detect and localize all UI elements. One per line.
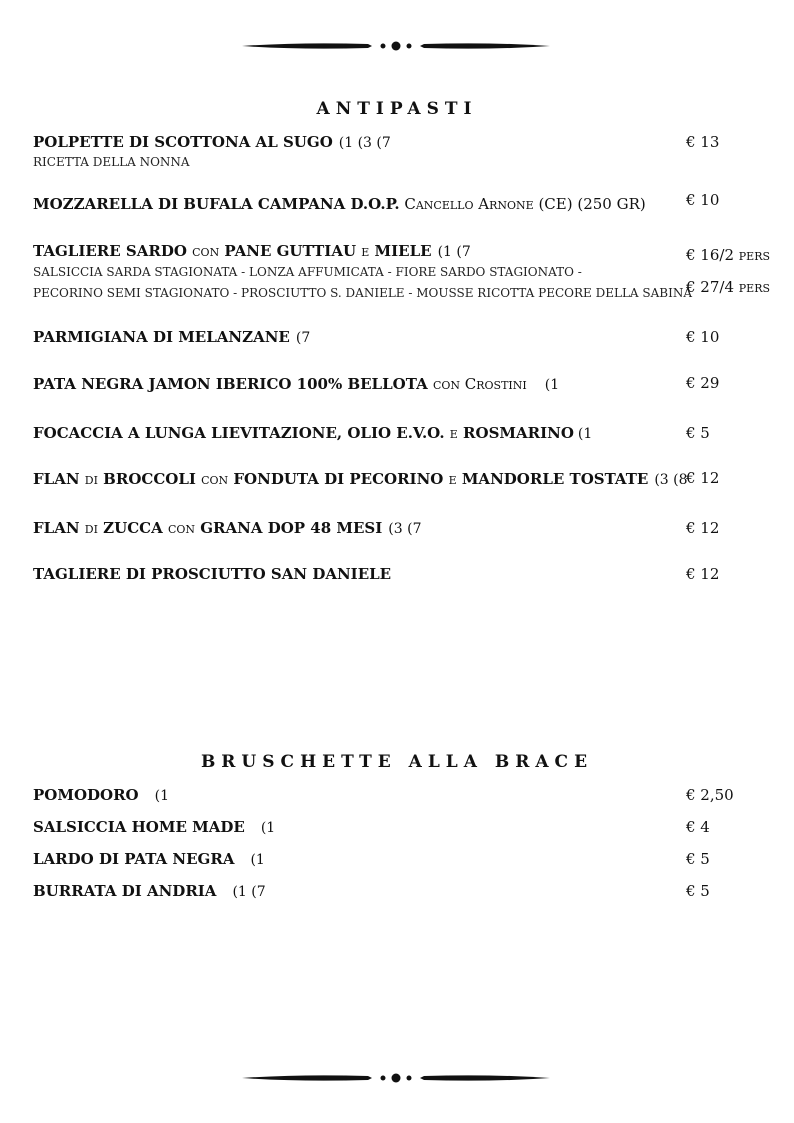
item-price: € 12 [686,565,720,583]
item-description: RICETTA DELLA NONNA [33,155,190,169]
menu-item: FLAN di BROCCOLI con FONDUTA DI PECORINO e MANDORLE TOSTATE (3 (8 [33,470,688,488]
item-description: SALSICCIA SARDA STAGIONATA - LONZA AFFUMICATA - FIORE SARDO STAGIONATO - [33,265,582,279]
item-price: € 27/4 pers [686,278,771,296]
item-price: € 5 [686,850,710,868]
item-price: € 10 [686,328,720,346]
menu-item: FLAN di ZUCCA con GRANA DOP 48 MESI (3 (7 [33,519,422,537]
bruschette-title: BRUSCHETTE ALLA BRACE [200,752,594,772]
menu-item: PATA NEGRA JAMON IBERICO 100% BELLOTA con Crostini (1 [33,375,560,393]
item-price: € 5 [686,424,710,442]
item-price: € 12 [686,469,720,487]
bottom-ornament [240,1071,552,1085]
item-description: PECORINO SEMI STAGIONATO - PROSCIUTTO S. DANIELE - MOUSSE RICOTTA PECORE DELLA SABINA [33,286,693,300]
item-price: € 4 [686,818,710,836]
item-price: € 12 [686,519,720,537]
menu-item: FOCACCIA A LUNGA LIEVITAZIONE, OLIO E.V.O. e ROSMARINO (1 [33,424,593,442]
item-price: € 10 [686,191,720,209]
menu-item: SALSICCIA HOME MADE (1 [33,818,276,836]
menu-item: POMODORO (1 [33,786,169,804]
item-price: € 2,50 [686,786,734,804]
menu-item: MOZZARELLA DI BUFALA CAMPANA D.O.P. Cancello Arnone (CE) (250 GR) [33,195,646,213]
menu-item: LARDO DI PATA NEGRA (1 [33,850,265,868]
menu-item: BURRATA DI ANDRIA (1 (7 [33,882,266,900]
menu-item: TAGLIERE SARDO con PANE GUTTIAU e MIELE (1 (7 [33,242,471,260]
item-price: € 29 [686,374,720,392]
antipasti-title: ANTIPASTI [316,99,478,119]
menu-item: POLPETTE DI SCOTTONA AL SUGO (1 (3 (7 [33,133,391,151]
menu-item: TAGLIERE DI PROSCIUTTO SAN DANIELE [33,565,392,583]
item-price: € 5 [686,882,710,900]
item-price: € 16/2 pers [686,246,771,264]
menu-item: PARMIGIANA DI MELANZANE (7 [33,328,311,346]
item-price: € 13 [686,133,720,151]
top-ornament [240,39,552,53]
